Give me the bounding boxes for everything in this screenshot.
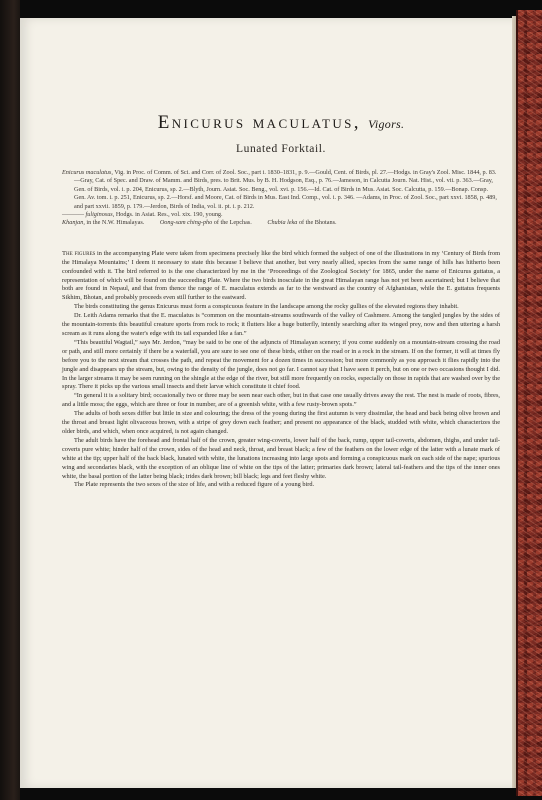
- title-species: maculatus,: [252, 112, 361, 133]
- local-name: Khanjan,: [62, 219, 85, 227]
- title-genus: Enicurus: [157, 112, 246, 133]
- body-paragraph: The Plate represents the two sexes of the size of life, and with a reduced figure of a young bird.: [74, 481, 315, 489]
- body-paragraph: [62, 250, 500, 303]
- title-author: Vigors.: [368, 117, 405, 131]
- page-content: [62, 112, 500, 490]
- page-title: [62, 112, 500, 134]
- body-paragraph: The adult birds have the forehead and frontal half of the crown, greater wing-coverts, lower half of the back, rump, upper tail-coverts, abdomen, thighs, and under tail-coverts pure white; hinder half of the crown, sides of the head and neck, throat, and breast black; a few of the feathers on the lower edge of the latter with a lunate mark of white at the tip; upper half of the back black, lunated with white, the lunations increasing into large spots and forming a conspicuous mark on each side of the nape; spurious wing and secondaries black, with the exception of an oblique line of white on the tips of the latter; primaries dark brown; lateral tail-feathers and the tips of the inner ones white, the basal portion of the latter being black; irides dark brown; bill black; legs and feet fleshy white.: [62, 436, 500, 480]
- paragraph-lead: The figures: [62, 249, 96, 257]
- body-paragraph: The birds constituting the genus Enicurus must form a conspicuous feature in the landscape among the rocky gullies of the elevated regions they inhabit.: [74, 303, 459, 311]
- local-names: [62, 219, 500, 227]
- body-text: [62, 250, 500, 490]
- local-name-region: of the Bhotans.: [298, 219, 337, 227]
- local-name-region: of the Lepchas.: [213, 219, 252, 227]
- synonym-references: Hodgs. in Asiat. Res., vol. xix. 190, young.: [115, 211, 223, 219]
- synonym-references: Vig. in Proc. of Comm. of Sci. and Corr. of Zool. Soc., part i. 1830–1831, p. 9.—Gould, Cent. of Birds, pl. 27.—Hodgs. in Gray's Zool. Misc. 1844, p. 83.—Gray, Cat. of Spec. and Draw. of Mamm. and Birds, pres. to Brit. Mus. by B. H. Hodgson, Esq., p. 76.—Jameson, in Calcutta Journ. Nat. Hist., vol. vii. p. 363.—Gray, Gen. of Birds, vol. i. p. 204, Enicurus, sp. 2.—Blyth, Journ. Asiat. Soc. Beng., vol. xvi. p. 156.—Id. Cat. of Birds in Mus. Asiat. Soc. Calcutta, p. 159.—Bonap. Consp. Gen. Av. tom. i. p. 251, Enicurus, sp. 2.—Horsf. and Moore, Cat. of Birds in Mus. East Ind. Comp., vol. i. p. 346. —Adams, in Proc. of Zool. Soc., part xxvi. 1858, p. 489, and part xxvii. 1859, p. 179.—Jerdon, Birds of India, vol. ii. pt. i. p. 212.: [74, 169, 497, 210]
- body-paragraph: The adults of both sexes differ but little in size and colouring; the dress of the young during the first autumn is very dissimilar, the head and back being olive brown and the throat and breast light olivaceous brown, with a stripe of grey down each feather; and present no appearance of the black, studded with white, which characterizes the older birds, and which, when once acquired, is not again changed.: [62, 410, 500, 435]
- paragraph-text: in the accompanying Plate were taken from specimens precisely like the bird which formed the subject of one of the illustrations in my ‘Century of Birds from the Himalaya Mountains;’ I deem it necessary to state this because I believe that another, but very nearly allied, species from the same range of hills has hitherto been confounded with it. The bird referred to is the one characterized by me in the ‘Proceedings of the Zoological Society’ for 1865, under the name of Enicurus guttatus, a representation of which will be found on the succeeding Plate. Where the two birds inosculate in the great Himalayan range has not yet been ascertained; but I believe that both are found in Nepaul, and that from thence the range of E. maculatus extends as far to the westward as the country of Afghanistan, while the E. guttatus frequents Sikhim, Bhotan, and probably proceeds even still further to the eastward.: [62, 249, 500, 302]
- body-paragraph: “This beautiful Wagtail,” says Mr. Jerdon, “may be said to be one of the adjuncts of Himalayan scenery; if you come suddenly on a mountain-stream crossing the road or path, and still more certainly if there be a waterfall, you are sure to see one of these birds, either on the road or in a rock in the stream. If on the former, it will at times fly before you to the next stream that crosses the path, and repeat the movement for a dozen times in succession; but more commonly as you approach it flies rapidly into the jungle and disappears up the stream, but, owing to the density of the jungle, does not go far. I cannot say that I have seen it perch, but on one or two occasions thought I did. In the larger streams it may be seen running on the shingle at the edge of the river, but still more frequently on rocks, especially on those in rapids that are washed over by the spray. There it picks up the various small insects and their larvæ which constitute it chief food.: [62, 338, 500, 391]
- synonymy-block: [62, 169, 500, 228]
- local-name-region: in the N.W. Himalayas.: [86, 219, 145, 227]
- book-cover-left: [0, 0, 20, 800]
- synonymy-entry: [62, 169, 500, 211]
- marbled-binding: [516, 10, 542, 796]
- synonym-name: Enicurus maculatus,: [62, 169, 113, 176]
- local-name: Oong-sam ching-pho: [159, 219, 213, 227]
- local-name: Chubia leka: [267, 219, 298, 227]
- body-paragraph: Dr. Leith Adams remarks that the E. maculatus is “common on the mountain-streams southwards of the valley of Cashmere. Among the tangled jungles by the sides of the mountain-torrents this beautiful creature sports from rock to rock; it flutters like a huge butterfly, intently searching after its winged prey, now and then uttering a harsh scream as it runs along the water's edge with its tail expanded like a fan.”: [62, 312, 500, 337]
- synonym-name: ———— fuliginosus,: [62, 211, 115, 219]
- synonymy-entry: [62, 211, 500, 219]
- body-paragraph: “In general it is a solitary bird; occasionally two or three may be seen near each other, but in that case one usually drives away the rest. The nest is made of roots, fibres, and a little moss; the eggs, which are three or four in number, are of a greenish white, with a few rusty-brown spots.”: [62, 392, 500, 409]
- common-name: Lunated Forktail.: [235, 143, 327, 155]
